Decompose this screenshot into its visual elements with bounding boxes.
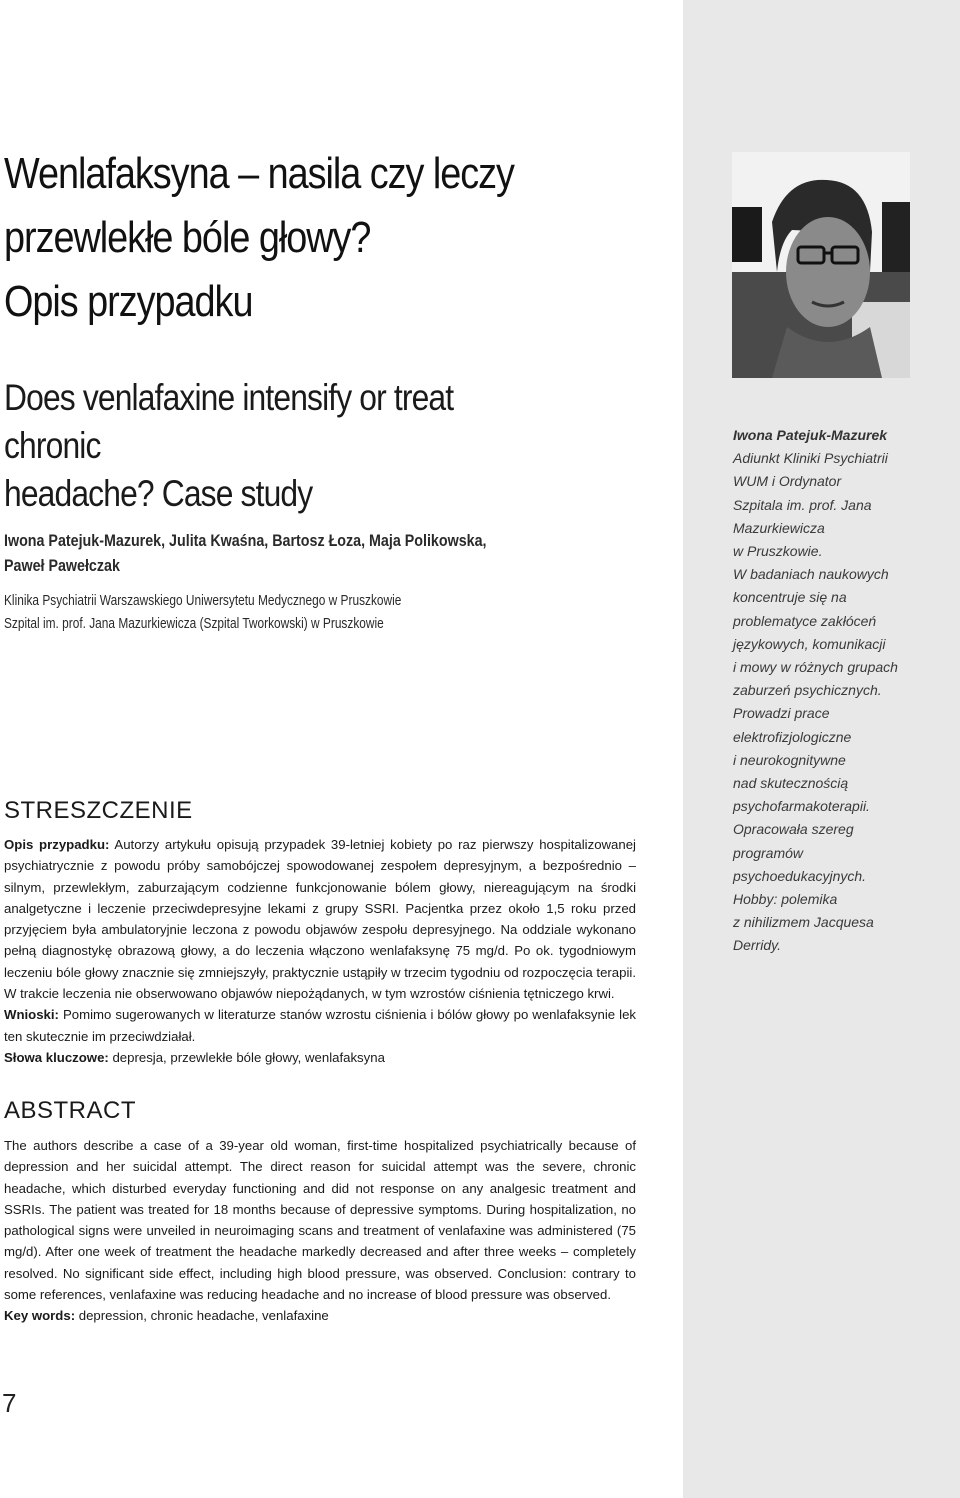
bio-line: problematyce zakłóceń — [733, 612, 877, 629]
bio-line: programów — [733, 844, 804, 861]
bio-line: w Pruszkowie. — [733, 543, 823, 560]
bio-line: językowych, komunikacji — [733, 635, 886, 652]
conclusions-text: Pomimo sugerowanych w literaturze stanów wzrostu ciśnienia i bólów głowy po wenlafaksynie lek ten skutecznie im przeciwdziałał. — [4, 1007, 636, 1044]
abstract-text: The authors describe a case of a 39-year old woman, first-time hospitalized psychiatrically because of depression and her suicidal attempt. The direct reason for suicidal attempt was the severe, chronic headache, which disturbed everyday functioning and did not response on any analgesic treatment and SSRIs. The patient was treated for 18 months because of depressive symptoms. During hospitalization, no pathological signs were unveiled in neuroimaging scans and treatment of venlafaxine was administered (75 mg/d). After one week of treatment the headache markedly decreased and after three weeks – completely resolved. No significant side effect, including high blood pressure, was observed. Conclusion: contrary to some references, venlafaxine was reducing headache and no increase of blood pressure was observed. — [4, 1138, 636, 1303]
bio-line: Derridy. — [733, 937, 781, 954]
bio-line: Szpitala im. prof. Jana — [733, 496, 872, 513]
title-english — [4, 374, 554, 518]
affiliation — [4, 590, 594, 636]
bio-line: Prowadzi prace — [733, 705, 830, 722]
keywords-pl-label: Słowa kluczowe: — [4, 1049, 109, 1065]
bio-name: Iwona Patejuk-Mazurek — [733, 427, 888, 443]
keywords-pl-text: depresja, przewlekłe bóle głowy, wenlafaksyna — [112, 1049, 385, 1065]
bio-line: Mazurkiewicza — [733, 519, 825, 536]
streszczenie-body — [4, 834, 636, 1068]
authors-line-2: Paweł Pawełczak — [4, 556, 120, 575]
title-pl-line-2: przewlekłe bóle głowy? — [4, 213, 371, 262]
bio-line: z nihilizmem Jacquesa — [733, 914, 874, 931]
author-bio — [733, 424, 923, 958]
abstract-body — [4, 1135, 636, 1327]
bio-line: psychoedukacyjnych. — [733, 867, 867, 884]
bio-line: Hobby: polemika — [733, 891, 838, 908]
authors-line-1: Iwona Patejuk-Mazurek, Julita Kwaśna, Bartosz Łoza, Maja Polikowska, — [4, 531, 487, 550]
bio-line: Opracowała szereg — [733, 821, 854, 838]
bio-line: i neurokognitywne — [733, 751, 846, 768]
title-en-line-2: headache? Case study — [4, 473, 313, 514]
keywords-en-text: depression, chronic headache, venlafaxine — [78, 1308, 329, 1324]
bio-line: W badaniach naukowych — [733, 566, 889, 583]
author-portrait-image — [732, 152, 910, 378]
conclusions-label: Wnioski: — [4, 1007, 59, 1023]
bio-line: koncentruje się na — [733, 589, 847, 606]
affiliation-line-1: Klinika Psychiatrii Warszawskiego Uniwersytetu Medycznego w Pruszkowie — [4, 593, 402, 609]
bio-line: zaburzeń psychicznych. — [733, 682, 882, 699]
keywords-en-label: Key words: — [4, 1308, 76, 1324]
streszczenie-heading: STRESZCZENIE — [4, 797, 193, 824]
bio-line: elektrofizjologiczne — [733, 728, 852, 745]
page-number: 7 — [2, 1388, 17, 1418]
author-photo — [732, 152, 910, 378]
case-label: Opis przypadku: — [4, 837, 110, 852]
title-pl-line-3: Opis przypadku — [4, 277, 253, 326]
authors — [4, 528, 558, 578]
bio-line: nad skutecznością — [733, 775, 849, 792]
title-en-line-1: Does venlafaxine intensify or treat chronic — [4, 377, 454, 466]
bio-line: i mowy w różnych grupach — [733, 659, 898, 676]
bio-line: WUM i Ordynator — [733, 473, 842, 490]
abstract-heading: ABSTRACT — [4, 1097, 137, 1124]
bio-line: Adiunkt Kliniki Psychiatrii — [733, 450, 888, 467]
title-pl-line-1: Wenlafaksyna – nasila czy leczy — [4, 149, 514, 198]
case-text: Autorzy artykułu opisują przypadek 39-letniej kobiety po raz pierwszy hospitalizowanej psychiatrycznie z powodu próby samobójczej spowodowanej zespołem depresyjnym, a bezpośrednio – silnym, przewlekłym, zaburzającym codzienne funkcjonowanie bólem głowy, niereagującym na środki analgetyczne i leczenie przeciwdepresyjne lekami z grupy SSRI. Pacjentka przez około 1,5 roku przed przyjęciem była ambulatoryjnie leczona z powodu objawów zespołu depresyjnego. Na oddziale wykonano pełną diagnostykę obrazową głowy, a do leczenia włączono wenlafaksynę 75 mg/d. Po ok. tygodniowym leczeniu bóle głowy znacznie się zmniejszyły, praktycznie ustąpiły w trzecim tygodniu od rozpoczęcia terapii. W trakcie leczenia nie obserwowano objawów niepożądanych, w tym wzrostów ciśnienia tętniczego krwi. — [4, 837, 636, 1002]
bio-line: psychofarmakoterapii. — [733, 798, 870, 815]
affiliation-line-2: Szpital im. prof. Jana Mazurkiewicza (Szpital Tworkowski) w Pruszkowie — [4, 616, 384, 632]
title-polish — [4, 142, 554, 334]
